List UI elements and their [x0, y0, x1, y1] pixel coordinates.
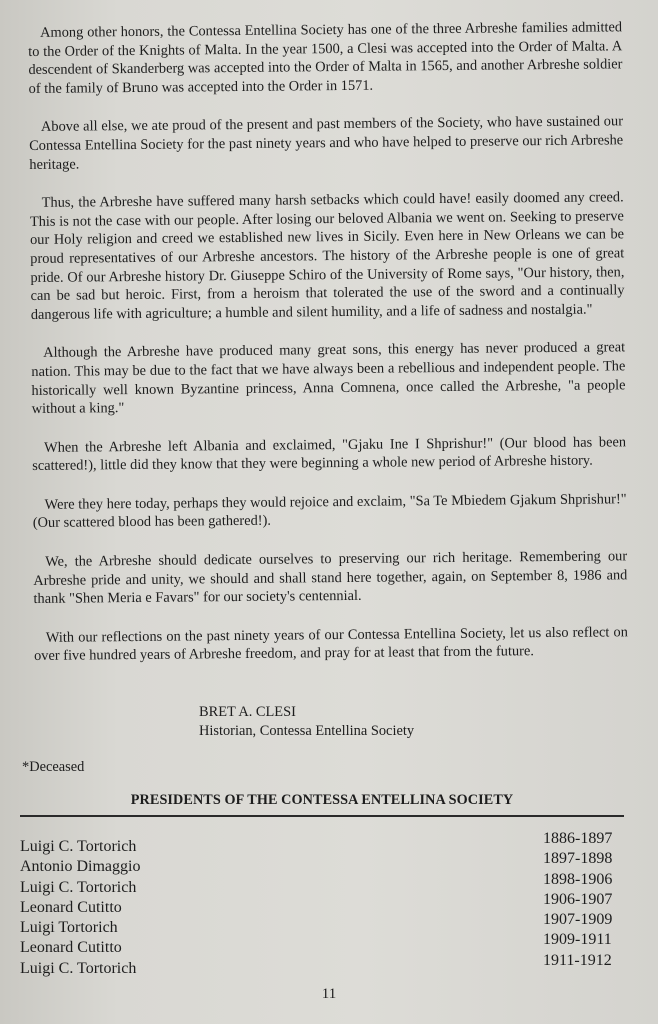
- president-term: 1898-1906: [543, 870, 613, 888]
- president-term: 1909-1911: [543, 931, 612, 949]
- president-name: Leonard Cutitto: [20, 898, 122, 916]
- signature-block: [199, 703, 414, 741]
- president-term: 1911-1912: [543, 951, 612, 969]
- paragraph-left-albania: When the Arbreshe left Albania and exclaimed, "Gjaku Ine I Shprishur!" (Our blood has been scattered!), little did they know that they were beginning a whole new period of Arbreshe history.: [32, 433, 627, 475]
- paragraph-dedicate: We, the Arbreshe should dedicate ourselves to preserving our rich heritage. Remembering our Arbreshe pride and unity, we should and shall stand here together, again, on September 8, 1986 and thank "Shen Meria e Favars" for our society's centennial.: [33, 548, 628, 608]
- heading-divider: [20, 815, 624, 817]
- paragraph-setbacks: Thus, the Arbreshe have suffered many harsh setbacks which could have! easily doomed any creed. This is not the case with our people. After losing our beloved Albania we went on. Seeking to preserve our Holy religion and creed we established new lives in Sicily. Even here in New Orleans we can be proud representatives of our Arbreshe ancestors. The history of the Arbreshe people is one of great pride. Of our Arbreshe history Dr. Giuseppe Schiro of the University of Rome says, "Our history, then, can be sad but heroic. First, from a heroism that tolerated the use of the sword and a continually dangerous life with agriculture; a humble and silent humility, and a life of sadness and nostalgia.": [29, 189, 625, 323]
- president-name: Antonio Dimaggio: [20, 858, 141, 876]
- paragraph-pride-members: Above all else, we ate proud of the present and past members of the Society, who have sustained our Contessa Entellina Society for the past ninety years and who have helped to preserve our rich Arbreshe heritage.: [29, 113, 624, 173]
- presidents-name-column: [20, 837, 140, 979]
- signature-title: Historian, Contessa Entellina Society: [199, 723, 415, 739]
- signature-name: BRET A. CLESI: [199, 704, 296, 720]
- paragraph-here-today: Were they here today, perhaps they would rejoice and exclaim, "Sa Te Mbiedem Gjakum Shprishur!" (Our scattered blood has been gathered!).: [32, 491, 627, 532]
- paragraph-order-of-malta: Among other honors, the Contessa Entellina Society has one of the three Arbreshe families admitted to the Order of the Knights of Malta. In the year 1500, a Clesi was accepted into the Order of Malta. A descendent of Skanderberg was accepted into the Order of Malta in 1565, and another Arbreshe soldier of the family of Bruno was accepted into the Order in 1571.: [28, 19, 623, 97]
- paragraph-great-sons: Although the Arbreshe have produced many great sons, this energy has never produced a great nation. This may be due to the fact that we have always been a rebellious and independent people. The historically well known Byzantine princess, Anna Comnena, once called the Arbreshe, "a people without a king.": [31, 339, 626, 418]
- page-number: 11: [321, 986, 337, 1002]
- presidents-term-column: [543, 829, 612, 971]
- president-name: Luigi C. Tortorich: [20, 959, 137, 977]
- footnote-deceased: *Deceased: [22, 759, 85, 775]
- paragraph-reflections: With our reflections on the past ninety years of our Contessa Entellina Society, let us also reflect on over five hundred years of Arbreshe freedom, and pray for at least that from the future.: [33, 624, 628, 665]
- president-term: 1907-1909: [543, 911, 613, 929]
- president-term: 1897-1898: [543, 850, 613, 868]
- president-term: 1886-1897: [543, 830, 613, 847]
- president-name: Luigi C. Tortorich: [20, 838, 137, 855]
- president-name: Luigi C. Tortorich: [20, 878, 137, 896]
- president-term: 1906-1907: [543, 890, 613, 908]
- president-name: Luigi Tortorich: [20, 919, 118, 937]
- president-name: Leonard Cutitto: [20, 939, 122, 957]
- essay-body: [28, 18, 628, 686]
- presidents-heading: PRESIDENTS OF THE CONTESSA ENTELLINA SOCIETY: [130, 792, 514, 808]
